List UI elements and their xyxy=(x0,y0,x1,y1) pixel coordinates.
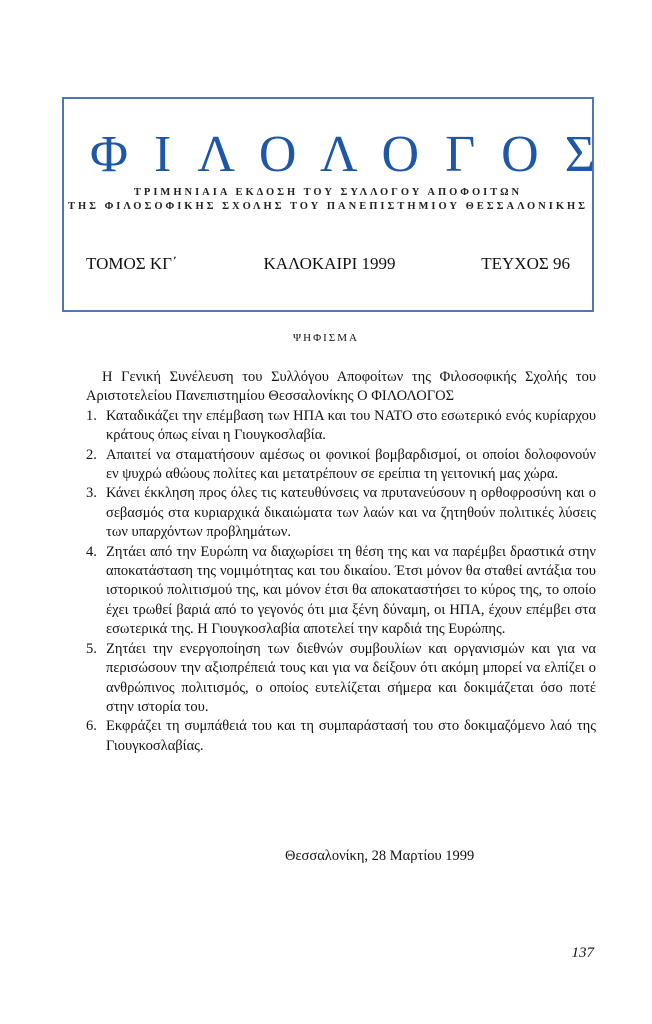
issue-label: ΤΕΥΧΟΣ 96 xyxy=(481,254,570,273)
point-number: 2. xyxy=(86,446,97,463)
resolution-point-3 xyxy=(86,484,596,542)
intro-paragraph: Η Γενική Συνέλευση του Συλλόγου Αποφοίτων της Φιλοσοφικής Σχολής του Αριστοτελείου Πανεπιστημίου Θεσσαλονίκης Ο ΦΙΛΟΛΟΓΟΣ xyxy=(86,369,596,405)
resolution-point-2 xyxy=(86,446,596,485)
point-text: Απαιτεί να σταματήσουν αμέσως οι φονικοί βομβαρδισμοί, οι οποίοι δολοφονούν εν ψυχρώ αθώους πολίτες και μετατρέπουν σε ερείπια τη γειτονική μας χώρα. xyxy=(106,446,596,483)
resolution-point-6 xyxy=(86,717,596,756)
point-text: Καταδικάζει την επέμβαση των ΗΠΑ και του ΝΑΤΟ στο εσωτερικό ενός κυρίαρχου κράτους όπως είναι η Γιουγκοσλαβία. xyxy=(106,407,596,444)
point-number: 3. xyxy=(86,485,97,502)
point-number: 4. xyxy=(86,543,97,560)
document-heading: ΨΗΦΙΣΜΑ xyxy=(293,332,359,344)
journal-title: ΦΙΛΟΛΟΓΟΣ xyxy=(90,126,621,183)
volume-label: ΤΟΜΟΣ ΚΓ΄ xyxy=(86,254,178,273)
resolution-point-1 xyxy=(86,407,596,446)
page-number: 137 xyxy=(571,945,594,961)
point-text: Ζητάει την ενεργοποίηση των διεθνών συμβουλίων και οργανισμών και για να περισώσουν την αξιοπρέπειά τους και για να δείξουν ότι ακόμη μπορεί να ελπίζει ο ανθρώπινος πολιτισμός, ο οποίος ευτελίζεται σήμερα και δοκιμάζεται όσο ποτέ στην ιστορία του. xyxy=(106,640,596,715)
resolution-points xyxy=(86,407,596,756)
point-number: 5. xyxy=(86,640,97,657)
point-text: Κάνει έκκληση προς όλες τις κατευθύνσεις να πρυτανεύσουν η ορθοφροσύνη και ο σεβασμός στα κυριαρχικά δικαιώματα των λαών και να ζητηθούν πολιτικές λύσεις των υπαρχόντων προβλημάτων. xyxy=(106,485,596,541)
resolution-point-5 xyxy=(86,640,596,718)
journal-subtitle-line2: ΤΗΣ ΦΙΛΟΣΟΦΙΚΗΣ ΣΧΟΛΗΣ ΤΟΥ ΠΑΝΕΠΙΣΤΗΜΙΟΥ ΘΕΣΣΑΛΟΝΙΚΗΣ xyxy=(67,201,589,212)
point-text: Εκφράζει τη συμπάθειά του και τη συμπαράστασή του στο δοκιμαζόμενο λαό της Γιουγκοσλαβίας. xyxy=(106,718,596,754)
season-label: ΚΑΛΟΚΑΙΡΙ 1999 xyxy=(263,254,396,273)
resolution-body xyxy=(86,368,596,756)
journal-subtitle-line1: ΤΡΙΜΗΝΙΑΙΑ ΕΚΔΟΣΗ ΤΟΥ ΣΥΛΛΟΓΟΥ ΑΠΟΦΟΙΤΩΝ xyxy=(133,187,523,198)
point-number: 6. xyxy=(86,718,97,735)
issue-info-row xyxy=(86,254,570,274)
place-date-signoff: Θεσσαλονίκη, 28 Μαρτίου 1999 xyxy=(285,848,475,864)
resolution-point-4 xyxy=(86,543,596,640)
point-number: 1. xyxy=(86,407,97,424)
masthead-box xyxy=(62,97,621,312)
point-text: Ζητάει από την Ευρώπη να διαχωρίσει τη θέση της και να παρέμβει δραστικά στην αποκατάσταση της νομιμότητας και του δικαίου. Έτσι μόνον θα σταθεί αντάξια του ιστορικού πολιτισμού της, και μόνον έτσι θα αποκαταστήσει το κύρος της, το οποίο έχει τρωθεί βαριά από το γεγονός ότι μια ξένη δύναμη, οι ΗΠΑ, έχουν επέμβει στα εσωτερικά της. Η Γιουγκοσλαβία αποτελεί την καρδιά της Ευρώπης. xyxy=(106,543,596,638)
